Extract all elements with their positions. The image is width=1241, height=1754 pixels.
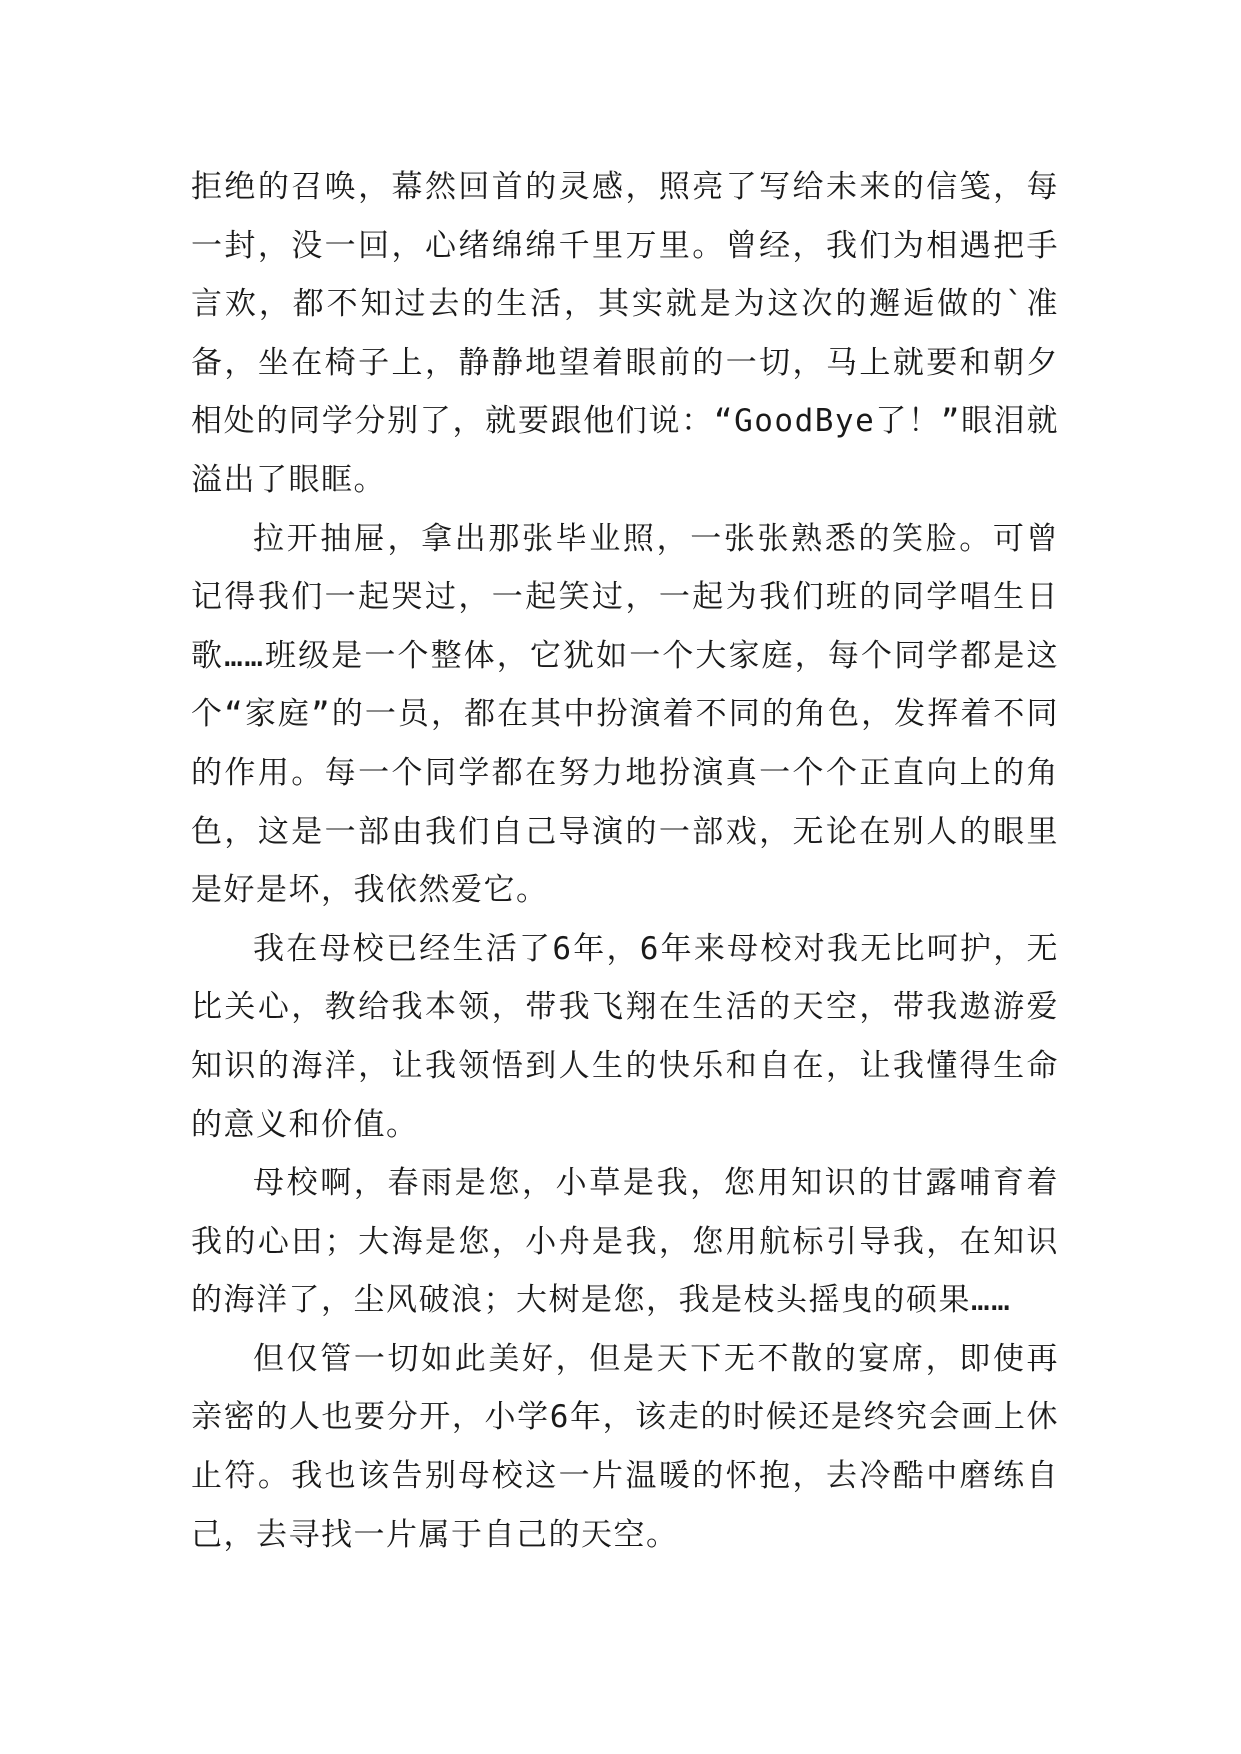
body-text — [191, 158, 1059, 1564]
paragraph-4: 母校啊，春雨是您，小草是我，您用知识的甘露哺育着我的心田；大海是您，小舟是我，您用航标引导我，在知识的海洋了，尘风破浪；大树是您，我是枝头摇曳的硕果…… — [191, 1165, 1059, 1319]
paragraph-1: 拒绝的召唤，幕然回首的灵感，照亮了写给未来的信笺，每一封，没一回，心绪绵绵千里万里。曾经，我们为相遇把手言欢，都不知过去的生活，其实就是为这次的邂逅做的`准备，坐在椅子上，静静地望着眼前的一切，马上就要和朝夕相处的同学分别了，就要跟他们说：“GoodBye了！”眼泪就溢出了眼眶。 — [191, 169, 1059, 498]
paragraph-5: 但仅管一切如此美好，但是天下无不散的宴席，即使再亲密的人也要分开，小学6年，该走的时候还是终究会画上休止符。我也该告别母校这一片温暖的怀抱，去冷酷中磨练自己，去寻找一片属于自己的天空。 — [191, 1340, 1059, 1553]
paragraph-3: 我在母校已经生活了6年，6年来母校对我无比呵护，无比关心，教给我本领，带我飞翔在生活的天空，带我遨游爱知识的海洋，让我领悟到人生的快乐和自在，让我懂得生命的意义和价值。 — [191, 930, 1059, 1143]
paragraph-2: 拉开抽屉，拿出那张毕业照，一张张熟悉的笑脸。可曾记得我们一起哭过，一起笑过，一起为我们班的同学唱生日歌……班级是一个整体，它犹如一个大家庭，每个同学都是这个“家庭”的一员，都在其中扮演着不同的角色，发挥着不同的作用。每一个同学都在努力地扮演真一个个正直向上的角色，这是一部由我们自己导演的一部戏，无论在别人的眼里是好是坏，我依然爱它。 — [191, 520, 1059, 909]
